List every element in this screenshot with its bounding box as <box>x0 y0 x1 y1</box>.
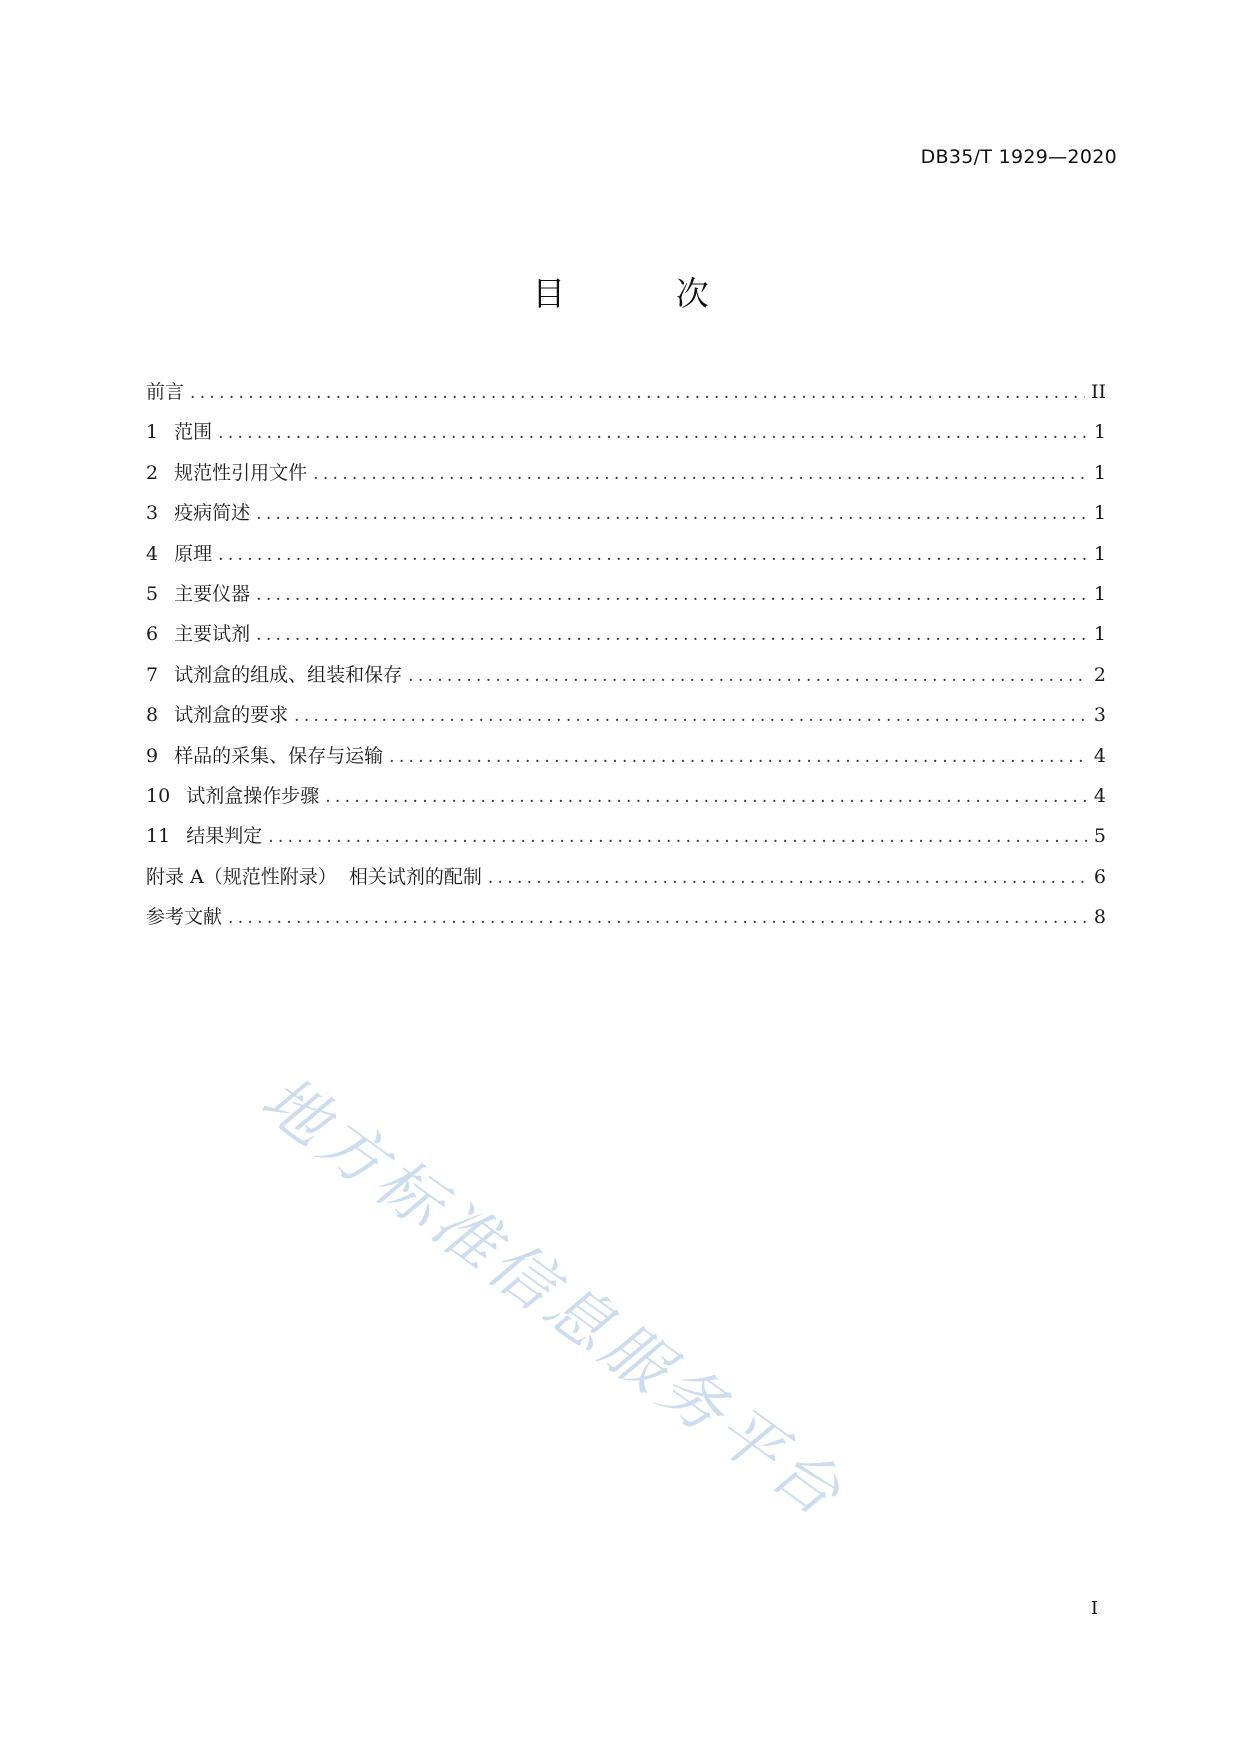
toc-leader-dots <box>218 413 1088 453</box>
toc-leader-dots <box>294 696 1088 736</box>
toc-entry-7[interactable] <box>146 655 1106 695</box>
toc-entry-page: II <box>1090 381 1106 403</box>
toc-entry-title: 试剂盒的要求 <box>174 704 289 727</box>
toc-entry-title: 样品的采集、保存与运输 <box>174 744 384 767</box>
toc-entry-page: 1 <box>1093 542 1106 565</box>
toc-entry-page: 1 <box>1093 582 1106 605</box>
toc-entry-page: 4 <box>1093 784 1106 807</box>
toc-leader-dots <box>228 898 1088 938</box>
toc-entry-number: 4 <box>146 542 159 565</box>
toc-leader-dots <box>268 817 1088 857</box>
toc-entry-title: 规范性引用文件 <box>174 461 308 484</box>
toc-entry-foreword[interactable] <box>146 372 1106 412</box>
toc-leader-dots <box>325 777 1088 817</box>
toc-entry-title: 原理 <box>174 542 213 565</box>
toc-entry-title: 试剂盒操作步骤 <box>186 784 320 807</box>
page-title: 目 次 <box>532 274 759 313</box>
toc-entry-6[interactable] <box>146 614 1106 654</box>
toc-entry-page: 8 <box>1093 906 1106 929</box>
page-number: I <box>1090 1598 1098 1619</box>
toc-entry-title: 主要仪器 <box>174 582 251 605</box>
toc-entry-number: 8 <box>146 704 159 727</box>
toc-entry-page: 1 <box>1093 421 1106 444</box>
toc-entry-page: 3 <box>1093 704 1106 727</box>
toc-leader-dots <box>256 615 1088 655</box>
toc-entry-9[interactable] <box>146 736 1106 776</box>
toc-leader-dots <box>256 494 1088 534</box>
toc-entry-2[interactable] <box>146 453 1106 493</box>
toc-entry-number: 11 <box>146 825 171 848</box>
toc-entry-11[interactable] <box>146 816 1106 856</box>
toc-entry-5[interactable] <box>146 574 1106 614</box>
toc-entry-4[interactable] <box>146 534 1106 574</box>
toc-entry-number: 1 <box>146 421 159 444</box>
toc-entry-number: 3 <box>146 502 159 525</box>
toc-entry-references[interactable] <box>146 897 1106 937</box>
document-code: DB35/T 1929—2020 <box>920 146 1117 168</box>
toc-entry-title: 附录 A（规范性附录） 相关试剂的配制 <box>146 865 482 888</box>
toc-entry-page: 2 <box>1093 663 1106 686</box>
toc-entry-page: 1 <box>1093 502 1106 525</box>
toc-entry-title: 前言 <box>146 381 185 403</box>
watermark: 地方标准信息服务平台 <box>247 1062 858 1534</box>
toc-leader-dots <box>190 373 1085 413</box>
toc-entry-title: 参考文献 <box>146 906 223 929</box>
toc-entry-number: 9 <box>146 744 159 767</box>
table-of-contents <box>146 372 1106 937</box>
toc-entry-3[interactable] <box>146 493 1106 533</box>
toc-leader-dots <box>313 454 1088 494</box>
toc-leader-dots <box>256 575 1088 615</box>
toc-entry-page: 1 <box>1093 623 1106 646</box>
toc-leader-dots <box>488 858 1088 898</box>
toc-entry-number: 2 <box>146 461 159 484</box>
toc-entry-number: 10 <box>146 784 171 807</box>
toc-entry-appendix-a[interactable] <box>146 857 1106 897</box>
toc-entry-page: 4 <box>1093 744 1106 767</box>
toc-entry-title: 结果判定 <box>186 825 263 848</box>
toc-entry-page: 1 <box>1093 461 1106 484</box>
toc-entry-title: 范围 <box>174 421 213 444</box>
toc-entry-number: 5 <box>146 582 159 605</box>
toc-entry-title: 试剂盒的组成、组装和保存 <box>174 663 403 686</box>
toc-entry-number: 7 <box>146 663 159 686</box>
toc-leader-dots <box>408 656 1088 696</box>
toc-leader-dots <box>218 535 1088 575</box>
toc-entry-title: 主要试剂 <box>174 623 251 646</box>
toc-entry-page: 6 <box>1093 865 1106 888</box>
toc-leader-dots <box>389 737 1088 777</box>
toc-entry-page: 5 <box>1093 825 1106 848</box>
toc-entry-title: 疫病简述 <box>174 502 251 525</box>
toc-entry-8[interactable] <box>146 695 1106 735</box>
toc-entry-10[interactable] <box>146 776 1106 816</box>
toc-entry-number: 6 <box>146 623 159 646</box>
toc-entry-1[interactable] <box>146 412 1106 452</box>
